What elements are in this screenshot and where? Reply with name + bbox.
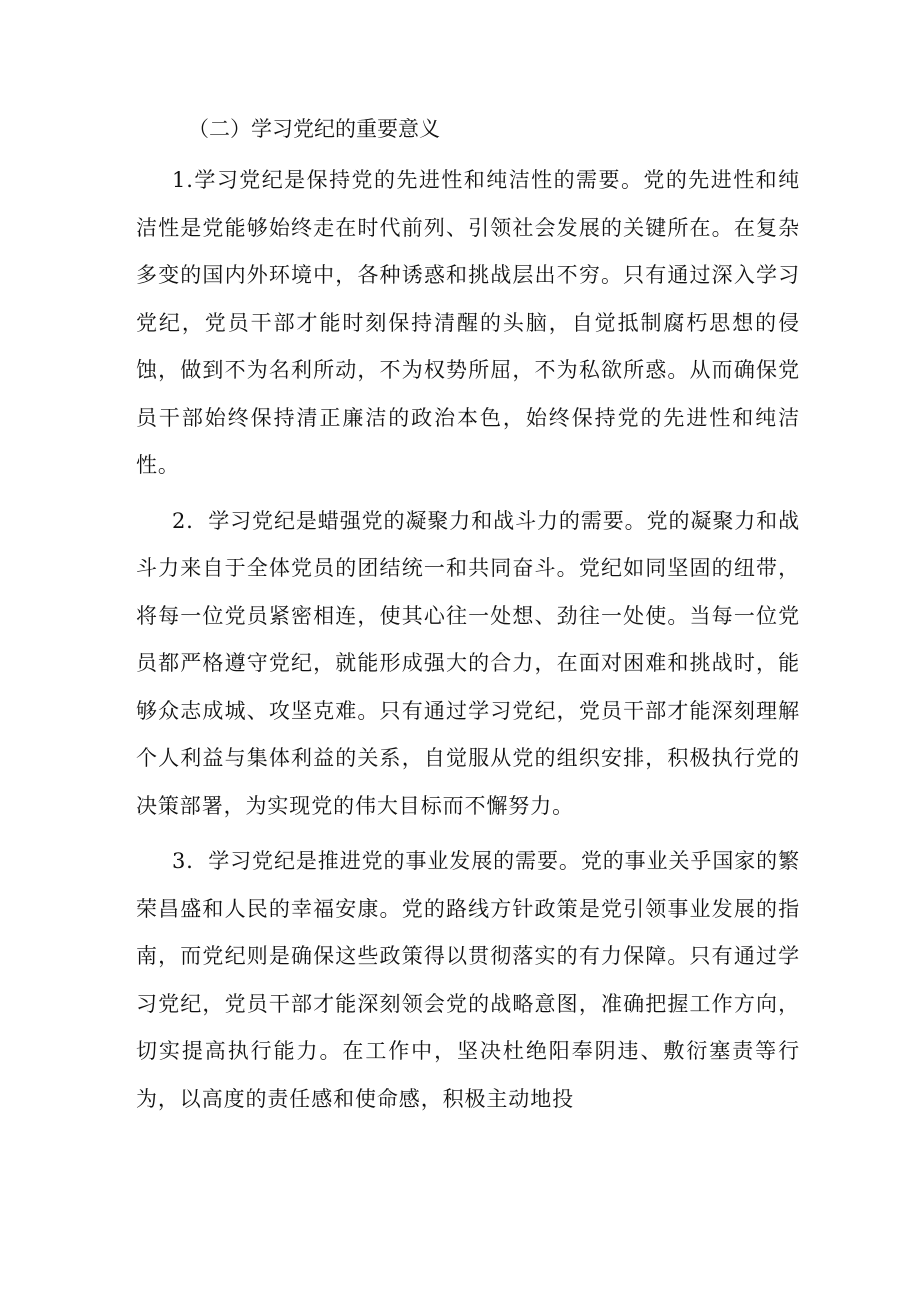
paragraph-2: 2．学习党纪是蜡强党的凝聚力和战斗力的需要。党的凝聚力和战斗力来自于全体党员的团结统一和共同奋斗。党纪如同坚固的纽带，将每一位党员紧密相连，使其心往一处想、劲往一处使。当每一位党员都严格遵守党纪，就能形成强大的合力，在面对困难和挑战时，能够众志成城、攻坚克难。只有通过学习党纪，党员干部才能深刻理解个人利益与集体利益的关系，自觉服从党的组织安排，积极执行党的决策部署，为实现党的伟大目标而不懈努力。 [136, 508, 800, 818]
paragraph-1: 1.学习党纪是保持党的先进性和纯洁性的需要。党的先进性和纯洁性是党能够始终走在时代前列、引领社会发展的关键所在。在复杂多变的国内外环境中，各种诱惑和挑战层出不穷。只有通过深入学习党纪，党员干部才能时刻保持清醒的头脑，自觉抵制腐朽思想的侵蚀，做到不为名利所动，不为权势所屈，不为私欲所惑。从而确保党员干部始终保持清正廉洁的政治本色，始终保持党的先进性和纯洁性。 [136, 168, 800, 477]
paragraph-3: 3．学习党纪是推进党的事业发展的需要。党的事业关乎国家的繁荣昌盛和人民的幸福安康。党的路线方针政策是党引领事业发展的指南，而党纪则是确保这些政策得以贯彻落实的有力保障。只有通过学习党纪，党员干部才能深刻领会党的战略意图，准确把握工作方向，切实提高执行能力。在工作中，坚决杜绝阳奉阴违、敷衍塞责等行为，以高度的责任感和使命感，积极主动地投 [136, 849, 800, 1111]
document-body [136, 110, 800, 1123]
section-heading: （二）学习党纪的重要意义 [188, 117, 440, 141]
